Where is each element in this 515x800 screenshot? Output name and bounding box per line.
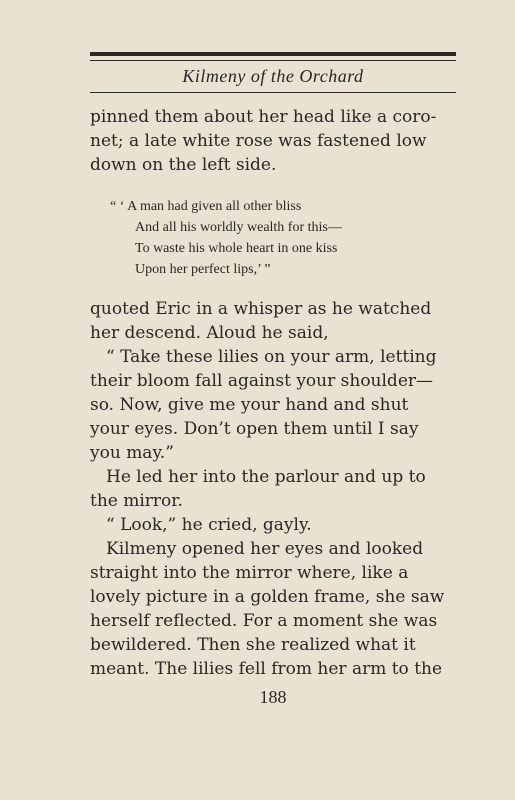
text-line: down on the left side. (90, 155, 277, 175)
text-line: her descend. Aloud he said, (90, 323, 329, 343)
text-line: pinned them about her head like a coro- (90, 107, 437, 127)
text-line: their bloom fall against your shoulder— (90, 371, 434, 391)
page-number: 188 (259, 687, 287, 707)
verse-line: Upon her perfect lips,’ ” (135, 262, 271, 277)
text-line: you may.” (90, 443, 174, 463)
verse-line: To waste his whole heart in one kiss (135, 241, 338, 256)
verse-line: “ ‘ A man had given all other bliss (110, 199, 302, 214)
header-rule-thick (90, 52, 456, 56)
text-line: bewildered. Then she realized what it (90, 635, 416, 655)
verse-block (110, 196, 430, 280)
text-line: herself reflected. For a moment she was (90, 611, 438, 631)
text-line: lovely picture in a golden frame, she saw (90, 587, 445, 607)
text-line: meant. The lilies fell from her arm to the (90, 659, 443, 679)
text-line: so. Now, give me your hand and shut (90, 395, 409, 415)
text-line: “ Look,” he cried, gayly. (106, 515, 312, 535)
text-line: “ Take these lilies on your arm, letting (106, 347, 437, 367)
paragraph-2 (90, 297, 456, 681)
header-rule-bottom (90, 92, 456, 93)
text-line: straight into the mirror where, like a (90, 563, 409, 583)
paragraph-1 (90, 105, 456, 177)
text-line: quoted Eric in a whisper as he watched (90, 299, 432, 319)
header-rule-thin (90, 60, 456, 61)
text-line: Kilmeny opened her eyes and looked (106, 539, 424, 559)
text-line: the mirror. (90, 491, 183, 511)
text-line: net; a late white rose was fastened low (90, 131, 427, 151)
verse-line: And all his worldly wealth for this— (135, 220, 342, 235)
text-line: your eyes. Don’t open them until I say (90, 419, 419, 439)
running-title: Kilmeny of the Orchard (182, 66, 364, 86)
text-line: He led her into the parlour and up to (106, 467, 426, 487)
